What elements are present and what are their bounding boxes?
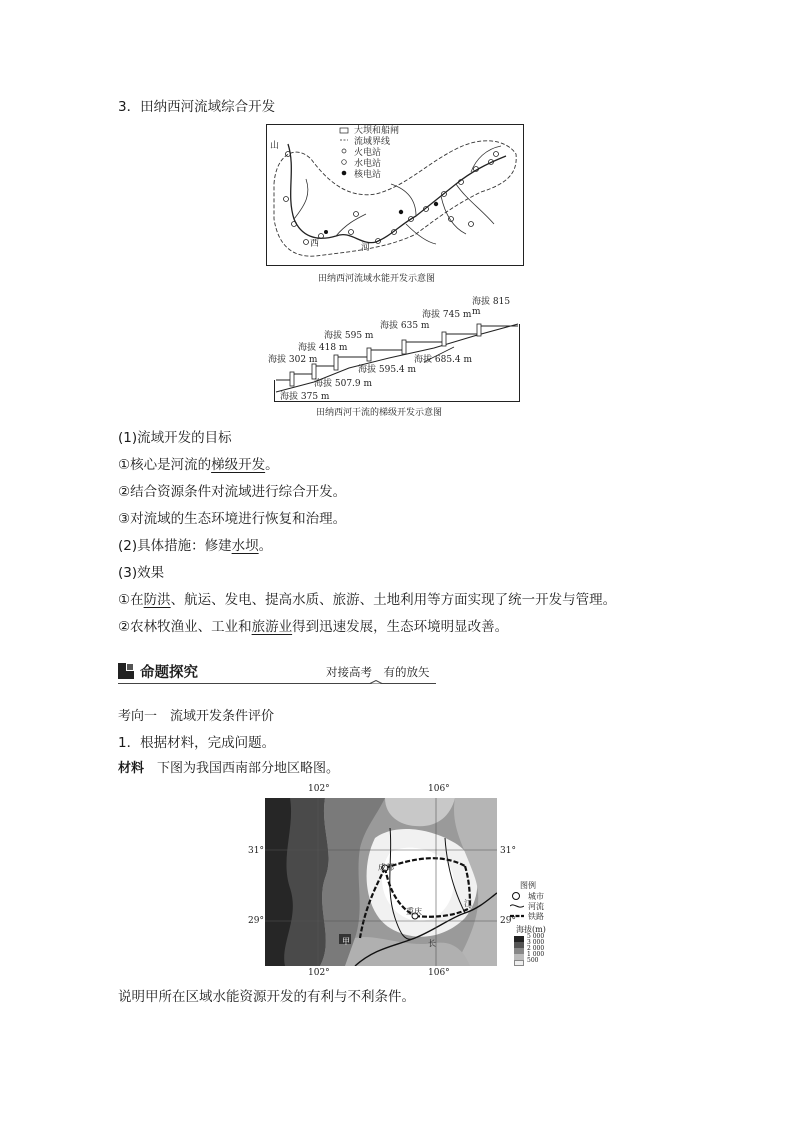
goal-title: (1)流域开发的目标	[118, 430, 232, 446]
elev-1000: 1 000	[527, 951, 545, 958]
legend-boundary: 流域界线	[354, 137, 391, 147]
effects-item-1-prefix: ①在	[118, 592, 144, 608]
lon-bottom-106: 106°	[428, 968, 450, 978]
tennessee-basin-map	[266, 124, 524, 266]
effects-title: (3)效果	[118, 565, 165, 581]
elev-500: 500	[527, 957, 539, 964]
banner-title: 命题探究	[140, 665, 198, 681]
section-banner	[118, 660, 436, 688]
measures	[118, 537, 272, 555]
goal-item-1-prefix: ①核心是河流的	[118, 457, 212, 473]
elev-595-4: 海拔 595.4 m	[358, 365, 417, 375]
legend-hydro: 水电站	[354, 159, 382, 169]
figure1-caption: 田纳西河流域水能开发示意图	[318, 274, 436, 284]
section-heading: 3．田纳西河流域综合开发	[118, 99, 276, 115]
material-line	[118, 760, 339, 778]
legend-dam: 大坝和船闸	[354, 126, 400, 136]
measures-prefix: (2)具体措施：修建	[118, 538, 232, 554]
elev-418: 海拔 418 m	[298, 343, 348, 353]
city-icon	[512, 892, 520, 900]
cascade-profile	[268, 292, 520, 402]
lat-left-31: 31°	[248, 846, 264, 856]
goal-item-1	[118, 456, 279, 474]
label-chengdu: 成都	[378, 863, 394, 872]
effects-item-2-key: 旅游业	[251, 619, 293, 635]
map-label-he: 河	[361, 243, 371, 253]
figure2-caption: 田纳西河干流的梯级开发示意图	[316, 408, 443, 418]
goal-item-3: ③对流域的生态环境进行恢复和治理。	[118, 511, 347, 527]
river-icon	[510, 902, 524, 910]
effects-item-1-key: 防洪	[143, 592, 171, 608]
elev-635: 海拔 635 m	[380, 321, 430, 331]
label-jia: 甲	[342, 937, 350, 946]
legend-nuclear: 核电站	[354, 170, 382, 180]
elev-302: 海拔 302 m	[268, 355, 318, 365]
map-label-xi: 西	[310, 239, 320, 249]
elevation-scale	[514, 936, 524, 966]
elev-507: 海拔 507.9 m	[314, 379, 373, 389]
elev-745: 海拔 745 m	[422, 310, 472, 320]
question: 1．根据材料，完成问题。	[118, 735, 276, 751]
effects-item-2-suffix: 得到迅速发展，生态环境明显改善。	[292, 619, 509, 635]
label-jiang: 江	[464, 899, 472, 908]
elev-2000: 2 000	[527, 945, 545, 952]
material-text: 下图为我国西南部分地区略图。	[144, 761, 340, 776]
elev-5000: 5 000	[527, 933, 545, 940]
measures-suffix: 。	[258, 538, 273, 554]
measures-key: 水坝	[231, 538, 259, 554]
effects-item-2-prefix: ②农林牧渔业、工业和	[118, 619, 252, 635]
legend-river: 河流	[528, 902, 544, 911]
label-chang: 长	[428, 939, 436, 948]
map-label-mountain: 山	[270, 141, 280, 151]
topic-line: 考向一 流域开发条件评价	[118, 709, 275, 724]
sw-china-map	[248, 782, 548, 978]
question-prompt: 说明甲所在区域水能资源开发的有利与不利条件。	[118, 989, 415, 1005]
material-label: 材料	[118, 761, 145, 776]
elev-375: 海拔 375 m	[280, 392, 330, 402]
legend-railway: 铁路	[528, 912, 544, 921]
legend-title: 图例	[520, 881, 536, 890]
lon-top-106: 106°	[428, 784, 450, 794]
effects-item-2	[118, 618, 508, 636]
lat-right-29: 29°	[500, 916, 516, 926]
lon-top-102: 102°	[308, 784, 330, 794]
elev-815: 海拔 815 m	[472, 297, 511, 317]
railway-icon	[510, 913, 524, 919]
effects-item-1	[118, 591, 616, 609]
banner-underline	[118, 680, 436, 688]
banner-slogan: 对接高考 有的放矢	[326, 665, 430, 679]
effects-item-1-suffix: 、航运、发电、提高水质、旅游、土地利用等方面实现了统一开发与管理。	[170, 592, 617, 608]
elev-595: 海拔 595 m	[324, 331, 374, 341]
goal-item-2: ②结合资源条件对流域进行综合开发。	[118, 484, 347, 500]
elev-685: 海拔 685.4 m	[414, 355, 473, 365]
lat-right-31: 31°	[500, 846, 516, 856]
lat-left-29: 29°	[248, 916, 264, 926]
elev-title: 海拔(m)	[516, 925, 546, 934]
map-legend	[354, 126, 399, 181]
goal-item-1-suffix: 。	[265, 457, 279, 473]
label-chongqing: 重庆	[406, 907, 422, 916]
elev-values	[527, 934, 544, 964]
elev-3000: 3 000	[527, 939, 545, 946]
lon-bottom-102: 102°	[308, 968, 330, 978]
legend-thermal: 火电站	[354, 148, 382, 158]
legend-city: 城市	[528, 892, 544, 901]
goal-item-1-key: 梯级开发	[211, 457, 266, 473]
map2-legend	[510, 880, 560, 970]
banner-square-icon	[118, 663, 134, 679]
